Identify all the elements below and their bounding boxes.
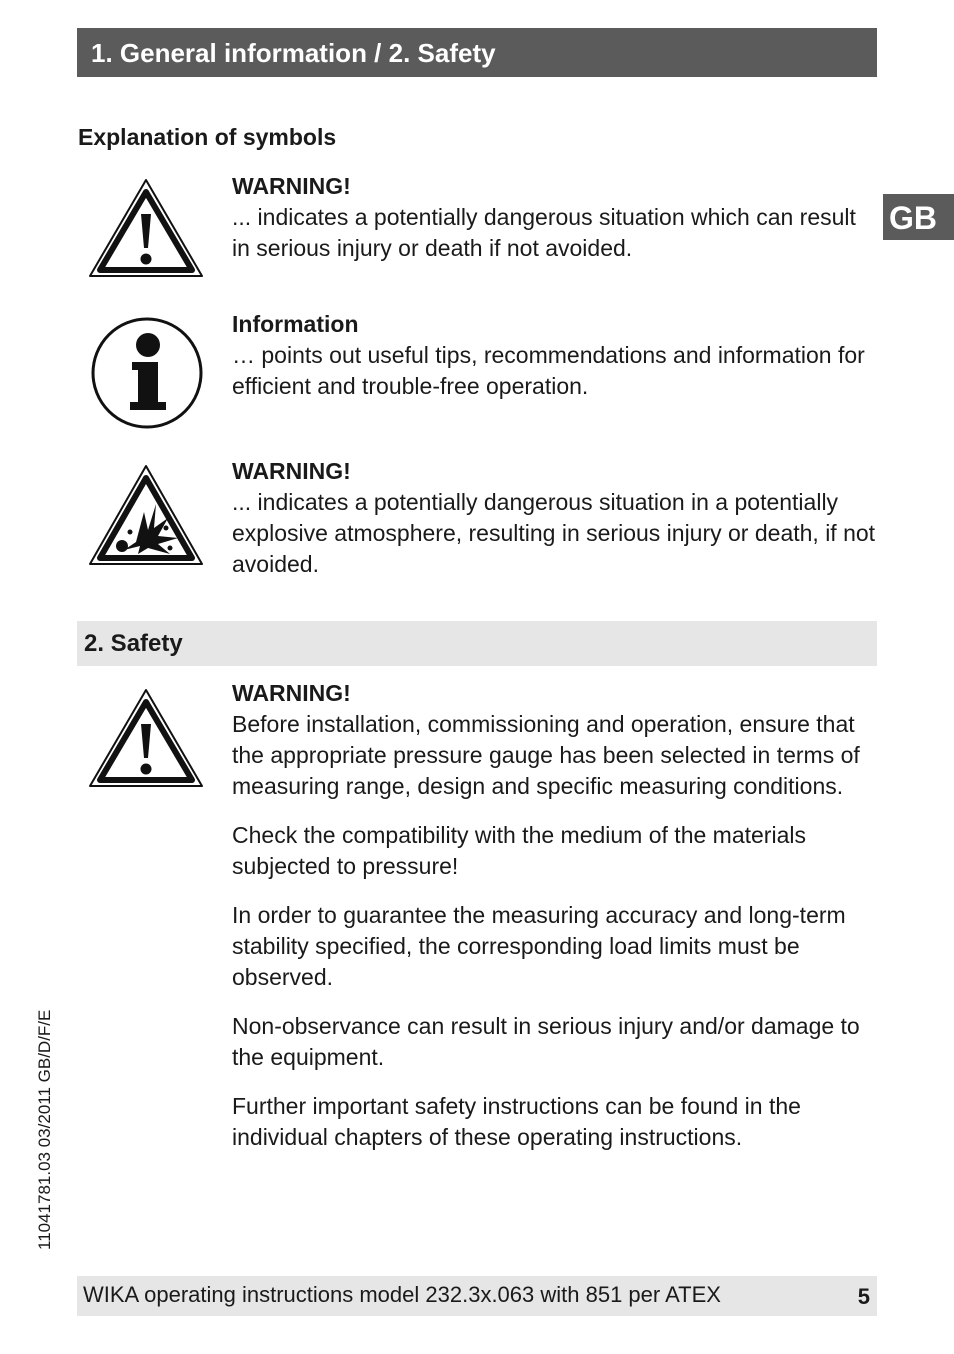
page-number: 5: [857, 1284, 870, 1309]
safety-section-heading: [77, 621, 877, 666]
safety-paragraph: Before installation, commissioning and operation, ensure that the appropriate pressure gauge has been selected in terms of measuring range, design and specific measuring conditions.: [232, 711, 860, 799]
symbol-warning-text: ... indicates a potentially dangerous situation which can result in serious injury or death if not avoided.: [232, 204, 856, 261]
symbol-warning-block: [232, 171, 877, 264]
page-footer: [77, 1276, 877, 1316]
safety-paragraph: Further important safety instructions can be found in the individual chapters of these operating instructions.: [232, 1093, 801, 1150]
symbol-explosion-title: WARNING!: [232, 458, 351, 484]
information-icon: [88, 314, 206, 432]
footer-text: WIKA operating instructions model 232.3x.063 with 851 per ATEX: [83, 1282, 721, 1307]
symbol-information-title: Information: [232, 311, 359, 337]
explosion-warning-icon: [86, 462, 206, 568]
symbols-heading: Explanation of symbols: [78, 124, 337, 150]
warning-triangle-icon: [86, 686, 206, 790]
symbol-information-text: … points out useful tips, recommendations and information for efficient and trouble-free operation.: [232, 342, 865, 399]
symbol-explosion-text: ... indicates a potentially dangerous situation in a potentially explosive atmosphere, resulting in serious injury or death, if not avoided.: [232, 489, 876, 577]
symbol-warning-title: WARNING!: [232, 173, 351, 199]
safety-paragraph: Check the compatibility with the medium of the materials subjected to pressure!: [232, 822, 806, 879]
symbol-information-block: [232, 309, 877, 402]
safety-paragraph: In order to guarantee the measuring accuracy and long-term stability specified, the corresponding load limits must be observed.: [232, 902, 846, 990]
safety-warning-block: [232, 678, 877, 1171]
page-header: [77, 28, 877, 77]
document-code: 11041781.03 03/2011 GB/D/F/E: [35, 1009, 54, 1250]
page-header-title: 1. General information / 2. Safety: [91, 38, 496, 68]
warning-triangle-icon: [86, 176, 206, 280]
safety-heading-text: 2. Safety: [84, 630, 183, 657]
safety-warning-title: WARNING!: [232, 680, 351, 706]
language-tab: GB: [883, 194, 954, 240]
symbol-explosion-block: [232, 456, 877, 580]
safety-paragraph: Non-observance can result in serious injury and/or damage to the equipment.: [232, 1013, 860, 1070]
